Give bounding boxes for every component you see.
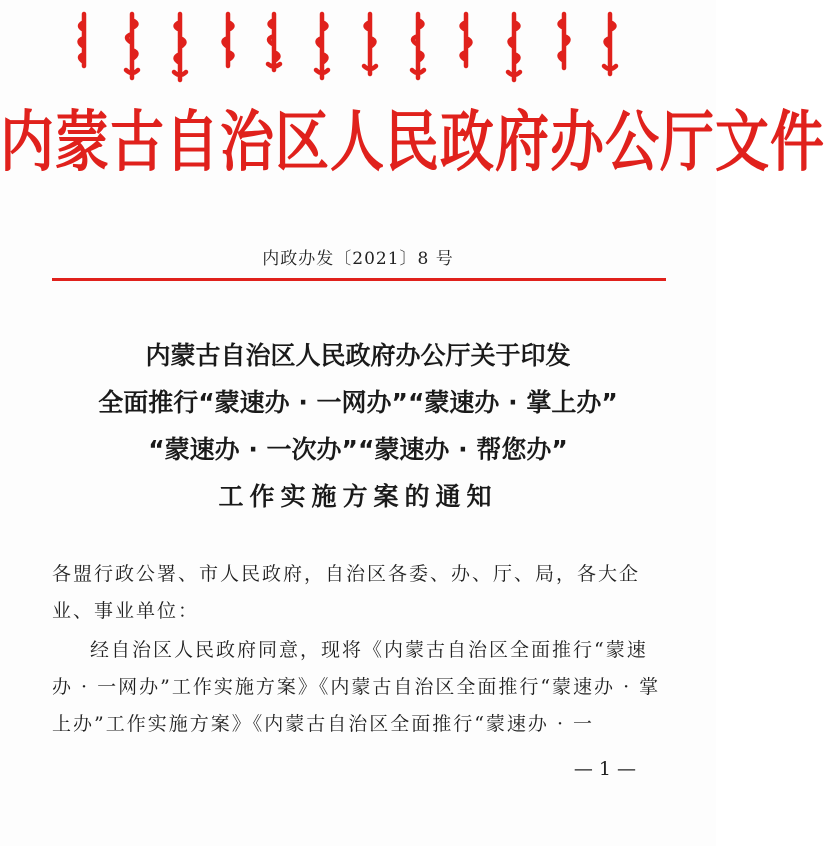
addressee: 各盟行政公署、市人民政府，自治区各委、办、厅、局，各大企业、事业单位： xyxy=(52,563,641,622)
mongolian-script-header xyxy=(70,8,630,86)
notice-title-line: “蒙速办 · 一次办”“蒙速办 · 帮您办” xyxy=(148,435,568,464)
page-number: — 1 — xyxy=(573,758,636,780)
mongolian-script-graphic xyxy=(70,8,630,86)
notice-title-line: 内蒙古自治区人民政府办公厅关于印发 xyxy=(145,341,571,370)
notice-title-line: 全面推行“蒙速办 · 一网办”“蒙速办 · 掌上办” xyxy=(98,388,618,417)
body-text xyxy=(52,556,662,743)
notice-title-line: 工作实施方案的通知 xyxy=(218,482,498,511)
body-paragraph: 经自治区人民政府同意，现将《内蒙古自治区全面推行“蒙速办 · 一网办”工作实施方案》《内蒙古自治区全面推行“蒙速办 · 掌上办”工作实施方案》《内蒙古自治区全面推行“蒙速办 · 一 xyxy=(52,639,661,735)
notice-title xyxy=(0,332,716,520)
red-divider xyxy=(52,278,666,281)
document-title: 内蒙古自治区人民政府办公厅文件 xyxy=(0,102,825,181)
document-number: 内政办发〔2021〕8 号 xyxy=(262,249,454,269)
